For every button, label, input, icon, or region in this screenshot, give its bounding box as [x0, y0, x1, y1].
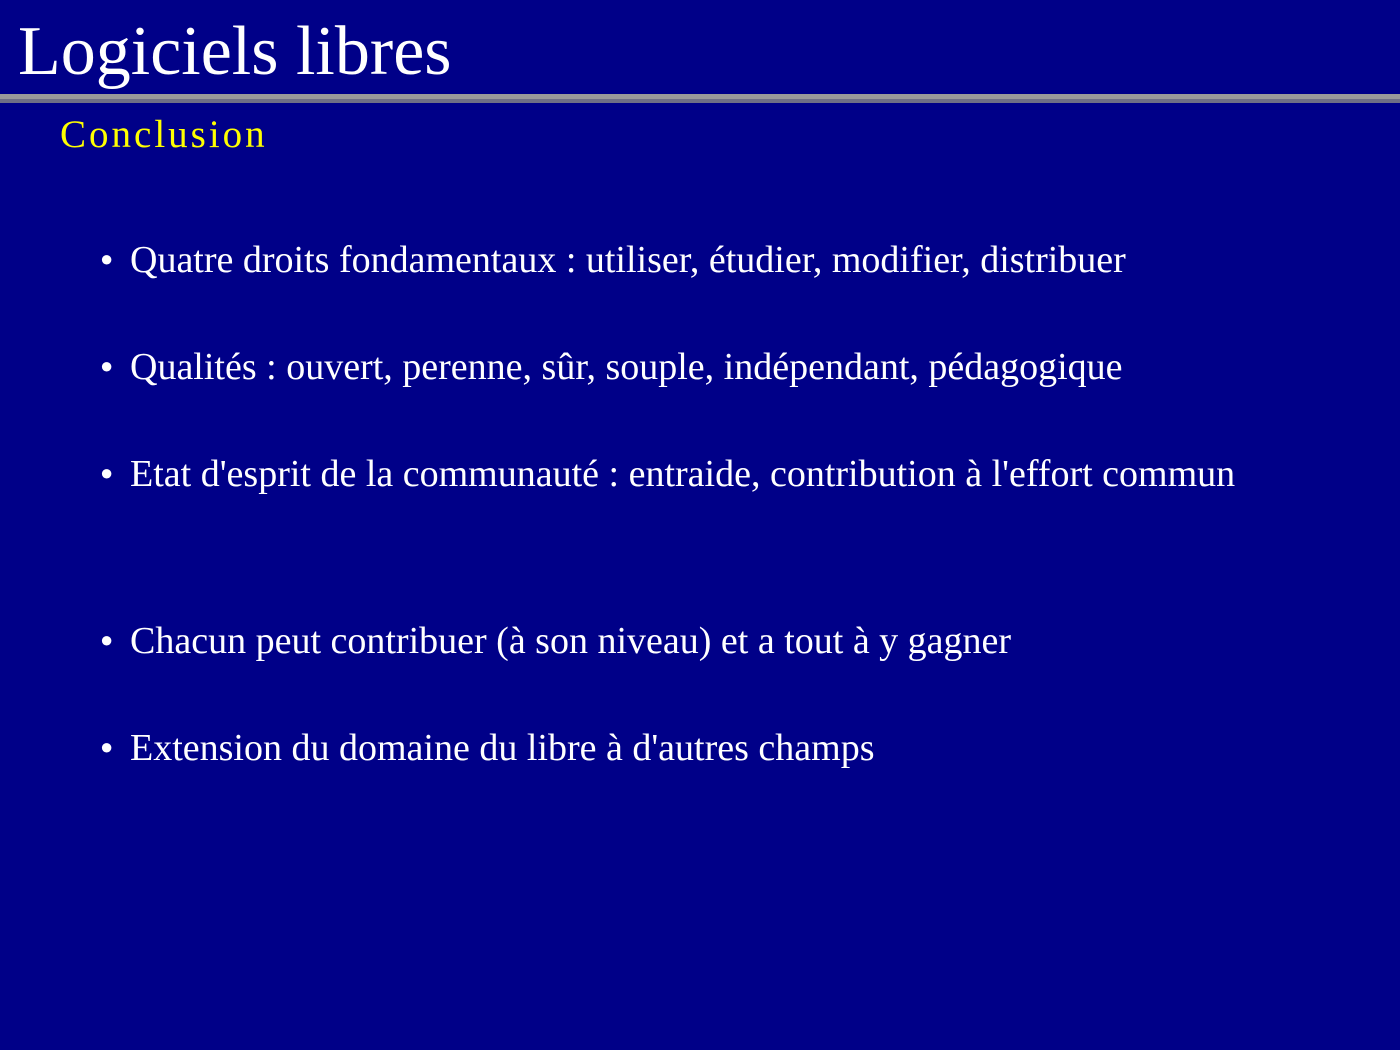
bullet-icon: ●	[100, 627, 114, 652]
bullet-text: Qualités : ouvert, perenne, sûr, souple, indépendant, pédagogique	[130, 346, 1123, 388]
bullet-icon: ●	[100, 460, 114, 485]
bullet-text: Extension du domaine du libre à d'autres champs	[130, 727, 875, 769]
bullet-text: Chacun peut contribuer (à son niveau) et a tout à y gagner	[130, 620, 1012, 662]
slide-title: Logiciels libres	[18, 13, 452, 90]
bullet-icon: ●	[100, 734, 114, 759]
slide-subtitle: Conclusion	[60, 113, 268, 156]
bullet-text: Quatre droits fondamentaux : utiliser, étudier, modifier, distribuer	[130, 239, 1126, 281]
bullet-item	[100, 230, 1290, 290]
bullet-item	[100, 337, 1290, 397]
bullet-item	[100, 444, 1290, 504]
bullet-item	[100, 611, 1290, 671]
bullet-icon: ●	[100, 353, 114, 378]
bullet-item	[100, 718, 1290, 778]
bullet-text: Etat d'esprit de la communauté : entraide, contribution à l'effort commun	[130, 453, 1236, 495]
bullet-icon: ●	[100, 246, 114, 271]
